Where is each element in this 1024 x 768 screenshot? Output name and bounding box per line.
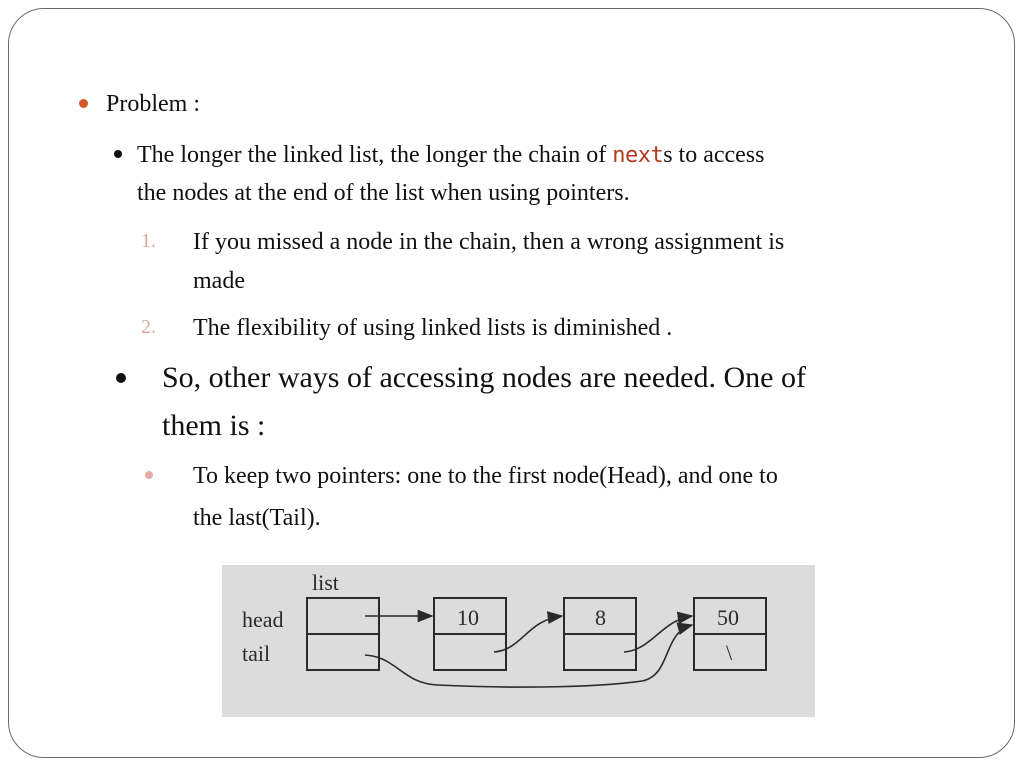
bullet-dot xyxy=(114,150,122,158)
numbered-item-text: The flexibility of using linked lists is diminished . xyxy=(193,315,673,341)
text-fragment: s to access xyxy=(663,142,765,168)
bullet-dot xyxy=(116,373,126,383)
null-marker: \ xyxy=(726,640,733,665)
bullet-text-line: them is : xyxy=(162,409,266,442)
node-value: 10 xyxy=(457,605,479,630)
linked-list-svg xyxy=(222,565,815,717)
text-fragment: The longer the linked list, the longer the chain of xyxy=(137,142,613,168)
tail-label: tail xyxy=(242,641,271,666)
list-number: 2. xyxy=(141,316,156,338)
tail-arrow xyxy=(365,625,692,687)
bullet-dot xyxy=(79,99,88,108)
bullet-text-line: To keep two pointers: one to the first node(Head), and one to xyxy=(193,463,778,489)
list-number: 1. xyxy=(141,230,156,252)
problem-heading: Problem : xyxy=(106,91,200,117)
numbered-item-text: If you missed a node in the chain, then a wrong assignment is xyxy=(193,229,785,255)
numbered-item-text: made xyxy=(193,268,245,294)
code-keyword-next: next xyxy=(612,143,664,168)
head-label: head xyxy=(242,607,284,632)
bullet-dot xyxy=(145,471,153,479)
bullet-text-line: the nodes at the end of the list when using pointers. xyxy=(137,180,630,206)
node-value: 8 xyxy=(595,605,606,630)
linked-list-diagram xyxy=(222,565,815,717)
list-label: list xyxy=(312,570,339,595)
bullet-text-line: the last(Tail). xyxy=(193,505,321,531)
bullet-text-line xyxy=(137,137,764,174)
node-value: 50 xyxy=(717,605,739,630)
bullet-text-line: So, other ways of accessing nodes are needed. One of xyxy=(162,361,806,394)
